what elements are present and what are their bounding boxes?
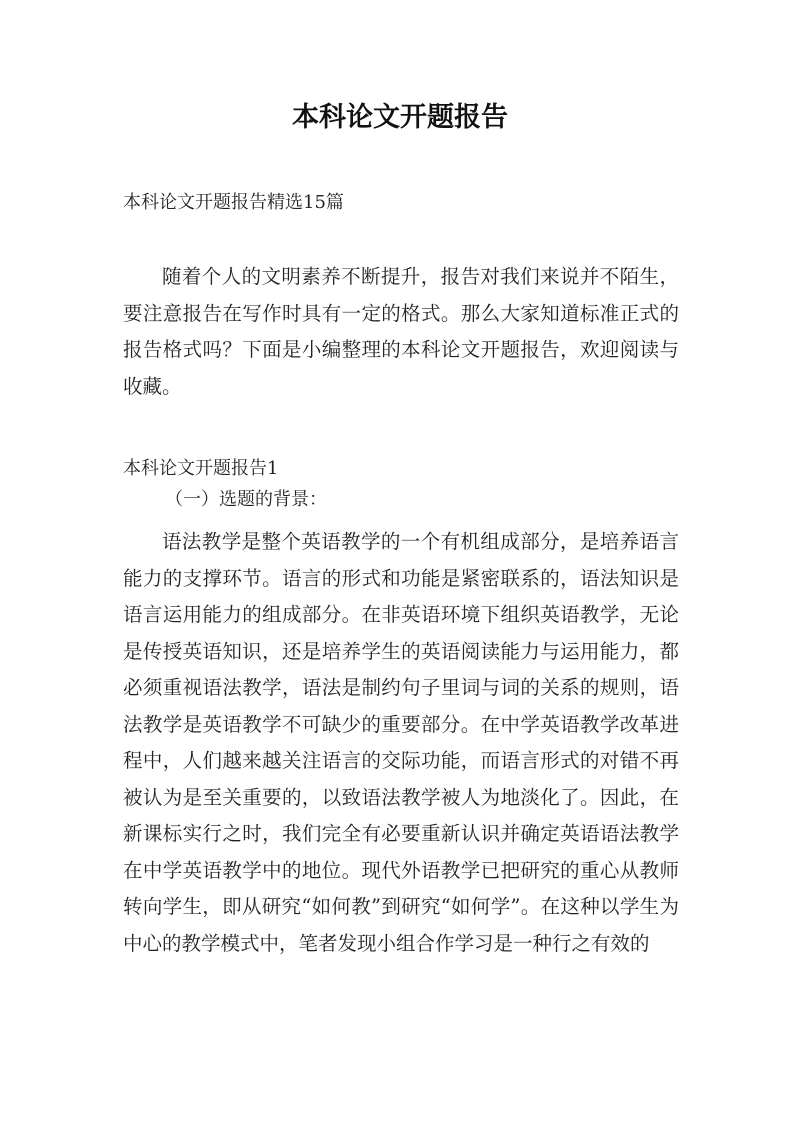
- intro-paragraph: 随着个人的文明素养不断提升，报告对我们来说并不陌生，要注意报告在写作时具有一定的格式。那么大家知道标准正式的报告格式吗？下面是小编整理的本科论文开题报告，欢迎阅读与收藏。: [123, 265, 679, 398]
- document-subtitle: 本科论文开题报告精选15篇: [123, 192, 344, 213]
- body-paragraph: 语法教学是整个英语教学的一个有机组成部分，是培养语言能力的支撑环节。语言的形式和功能是紧密联系的，语法知识是语言运用能力的组成部分。在非英语环境下组织英语教学，无论是传授英语知识，还是培养学生的英语阅读能力与运用能力，都必须重视语法教学，语法是制约句子里词与词的关系的规则，语法教学是英语教学不可缺少的重要部分。在中学英语教学改革进程中，人们越来越关注语言的交际功能，而语言形式的对错不再被认为是至关重要的，以致语法教学被人为地淡化了。因此，在新课标实行之时，我们完全有必要重新认识并确定英语语法教学在中学英语教学中的地位。现代外语教学已把研究的重心从教师转向学生，即从研究“如何教”到研究“如何学”。在这种以学生为中心的教学模式中，笔者发现小组合作学习是一种行之有效的: [123, 530, 679, 955]
- document-title: 本科论文开题报告: [292, 102, 508, 133]
- subsection-heading: （一）选题的背景：: [165, 489, 327, 510]
- section-heading: 本科论文开题报告1: [123, 458, 279, 479]
